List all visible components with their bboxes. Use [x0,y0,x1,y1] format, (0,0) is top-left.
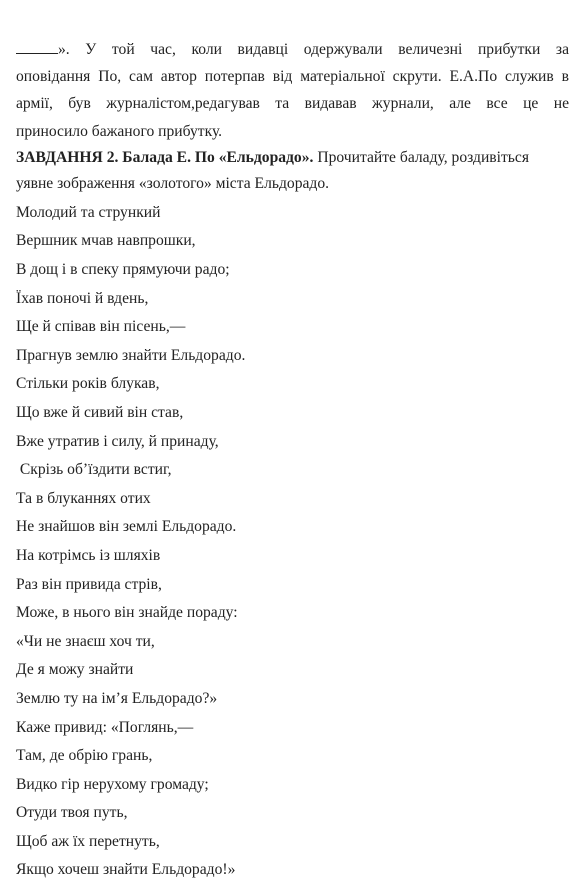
poem-line: Та в блуканнях отих [16,489,151,507]
poem-line: Їхав поночі й вдень, [16,289,149,307]
poem-line: Якщо хочеш знайти Ельдорадо!» [16,861,236,879]
poem-line: Там, де обрію грань, [16,747,153,765]
intro-text: ». У той час, коли видавці одержували величезні прибутки за [58,41,569,58]
intro-line: армії, був журналістом,редагував та видавав журнали, але все це не [16,95,569,113]
intro-line [16,36,569,63]
intro-paragraph [16,36,569,145]
poem-line: Стільки років блукав, [16,375,160,393]
poem-line: Не знайшов він землі Ельдорадо. [16,518,237,536]
poem-line: Ще й співав він пісень,— [16,318,186,336]
poem-line: В дощ і в спеку прямуючи радо; [16,261,230,278]
poem-line: Отуди твоя путь, [16,804,128,822]
poem [16,199,569,885]
poem-line: Видко гір нерухому громаду; [16,775,209,793]
poem-line: Може, в нього він знайде пораду: [16,604,238,622]
poem-line: Що вже й сивий він став, [16,403,184,421]
poem-line: Каже привид: «Поглянь,— [16,718,194,736]
poem-line: Раз він привида стрів, [16,575,162,593]
poem-line: Щоб аж їх перетнуть, [16,832,160,850]
task-label: ЗАВДАННЯ 2. Балада Е. По «Ельдорадо». [16,148,314,166]
poem-line: Вершник мчав навпрошки, [16,232,196,250]
task-instruction-cont: уявне зображення «золотого» міста Ельдорадо. [16,174,330,192]
poem-line: На котрімсь із шляхів [16,546,161,564]
intro-line: приносило бажаного прибутку. [16,122,223,140]
intro-line: оповідання По, сам автор потерпав від матеріальної скрути. Е.А.По служив в [16,68,569,86]
task-instruction: Прочитайте баладу, роздивіться [313,148,530,166]
fill-in-blank [16,41,58,54]
poem-line: Вже утратив і силу, й принаду, [16,432,219,450]
task-heading [16,145,569,197]
poem-line: «Чи не знаєш хоч ти, [16,632,155,650]
poem-line: Скрізь об’їздити встиг, [16,461,172,479]
poem-line: Молодий та стрункий [16,203,161,221]
poem-line: Де я можу знайти [16,661,134,679]
poem-line: Землю ту на ім’я Ельдорадо?» [16,689,218,707]
poem-line: Прагнув землю знайти Ельдорадо. [16,346,246,364]
document-page [16,36,569,885]
